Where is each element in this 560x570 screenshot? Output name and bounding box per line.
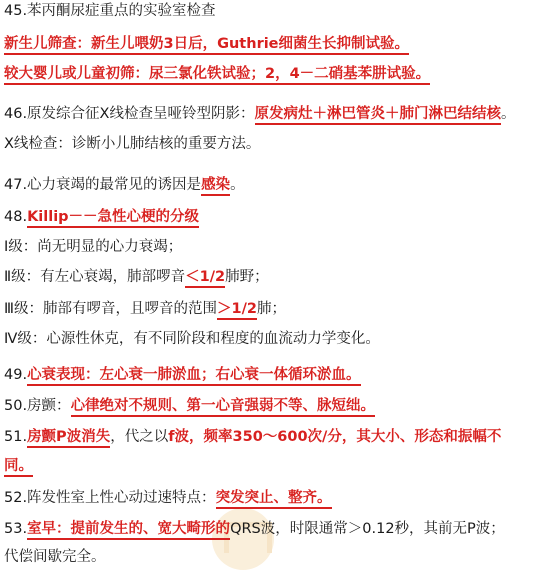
highlight-text: 房颤P波消失 [27, 429, 110, 448]
body-text: 53. [4, 521, 28, 537]
body-text: ，代之以 [110, 429, 169, 445]
text-line [4, 546, 558, 570]
body-text: Ⅰ级：尚无明显的心力衰竭； [4, 239, 183, 255]
highlight-text: 较大婴儿或儿童初筛：尿三氯化铁试验；2，4－二硝基苯肼试验。 [4, 66, 430, 85]
body-text: 46.原发综合征X线检查呈哑铃型阴影： [4, 106, 255, 122]
highlight-text: 原发病灶＋淋巴管炎＋肺门淋巴结结核 [255, 106, 502, 125]
body-text: 。 [501, 106, 516, 122]
highlight-text: 感染 [201, 177, 230, 196]
text-line [4, 63, 558, 87]
highlight-text: 室早：提前发生的、宽大畸形的 [27, 521, 230, 540]
body-text: QRS波，时限通常＞0.12秒，其前无P波； [230, 521, 505, 537]
highlight-text: ＜1/2 [185, 269, 225, 288]
text-line [4, 174, 558, 198]
text-line [4, 33, 558, 57]
body-text: Ⅳ级：心源性休克，有不同阶段和程度的血流动力学变化。 [4, 331, 380, 347]
text-line [4, 518, 558, 542]
highlight-text: 心衰表现：左心衰一肺淤血；右心衰一体循环淤血。 [27, 367, 361, 386]
body-text: 52.阵发性室上性心动过速特点： [4, 490, 216, 506]
highlight-text: ＞1/2 [217, 301, 257, 320]
text-line [4, 364, 558, 388]
body-text: 45.苯丙酮尿症重点的实验室检查 [4, 3, 216, 19]
text-line [4, 0, 558, 24]
emphasis-text: f波，频率350～600次/分，其大小、形态和振幅不 [168, 429, 502, 445]
highlight-text: 心律绝对不规则、第一心音强弱不等、脉短绌。 [71, 398, 376, 417]
highlight-text: 同。 [4, 458, 33, 477]
body-text: 肺野； [225, 269, 269, 285]
text-line [4, 266, 558, 290]
highlight-text: 新生儿筛查：新生儿喂奶3日后，Guthrie细菌生长抑制试验。 [4, 36, 409, 55]
text-line [4, 328, 558, 352]
body-text: 49. [4, 367, 28, 383]
text-line [4, 426, 558, 450]
highlight-text: Killip－－急性心梗的分级 [27, 209, 199, 228]
body-text: 47.心力衰竭的最常见的诱因是 [4, 177, 202, 193]
text-line [4, 298, 558, 322]
body-text: 50.房颤： [4, 398, 71, 414]
body-text: 肺； [256, 301, 286, 317]
body-text: X线检查：诊断小儿肺结核的重要方法。 [4, 136, 261, 152]
text-line [4, 455, 558, 479]
body-text: 48. [4, 209, 28, 225]
text-line [4, 103, 558, 127]
text-line [4, 487, 558, 511]
body-text: 。 [230, 177, 245, 193]
text-line [4, 236, 558, 260]
body-text: Ⅱ级：有左心衰竭，肺部啰音 [4, 269, 186, 285]
body-text: 51. [4, 429, 28, 445]
body-text: Ⅲ级：肺部有啰音，且啰音的范围 [4, 301, 217, 317]
text-line [4, 206, 558, 230]
body-text: 代偿间歇完全。 [4, 549, 106, 565]
highlight-text: 突发突止、整齐。 [216, 490, 332, 509]
text-line [4, 395, 558, 419]
text-line [4, 133, 558, 157]
